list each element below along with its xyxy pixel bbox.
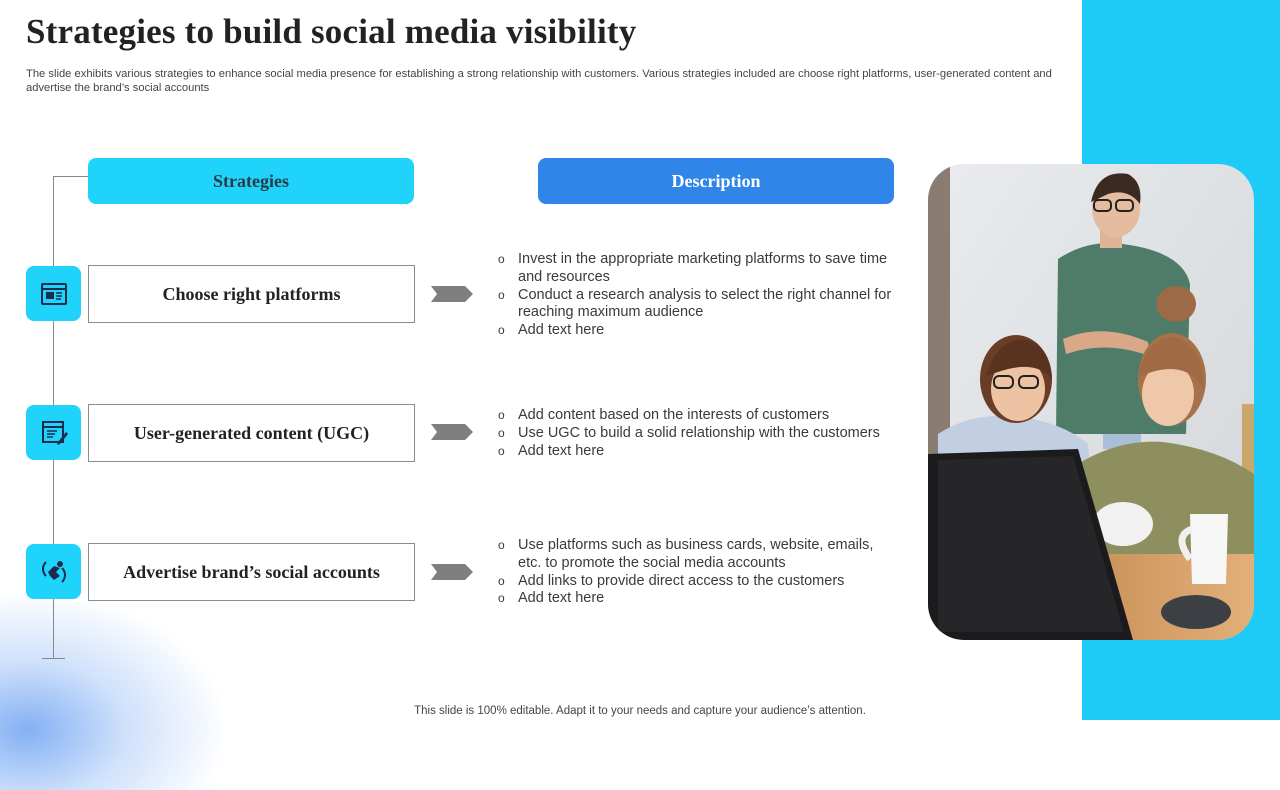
list-item — [498, 590, 893, 608]
strategy-box: Advertise brand’s social accounts — [88, 543, 415, 601]
strategy-box: Choose right platforms — [88, 265, 415, 323]
description-header: Description — [538, 158, 894, 204]
slide-subtitle: The slide exhibits various strategies to enhance social media presence for establishing a strong relationship with customers. Various strategies included are choose right platforms, user-generated content and advertise the brand’s social accounts — [26, 68, 1052, 94]
bullet-glyph: o — [498, 443, 505, 458]
web-browser-icon — [26, 266, 81, 321]
team-photo — [928, 164, 1254, 640]
list-item-text: Add text here — [518, 590, 605, 607]
bullet-glyph: o — [498, 591, 505, 606]
list-item — [498, 251, 893, 287]
description-list — [498, 407, 893, 460]
content-edit-icon — [26, 405, 81, 460]
bullet-glyph: o — [498, 252, 505, 266]
list-item-text: Use UGC to build a solid relationship with the customers — [518, 424, 880, 441]
list-item-text: Invest in the appropriate marketing platforms to save time and resources — [518, 251, 888, 285]
bullet-glyph: o — [498, 573, 505, 588]
arrow-icon — [431, 564, 473, 585]
list-item — [498, 443, 893, 461]
arrow-icon — [431, 286, 473, 307]
slide-title: Strategies to build social media visibility — [26, 12, 637, 51]
list-item-text: Add content based on the interests of customers — [518, 407, 830, 423]
bullet-glyph: o — [498, 287, 505, 302]
description-list — [498, 251, 893, 340]
bullet-glyph: o — [498, 323, 505, 338]
bullet-glyph: o — [498, 538, 505, 552]
corner-decoration — [0, 590, 230, 790]
footer-note: This slide is 100% editable. Adapt it to your needs and capture your audience’s attention. — [414, 705, 866, 717]
list-item — [498, 322, 893, 340]
timeline-connector-end — [42, 658, 65, 659]
list-item-text: Add text here — [518, 322, 605, 339]
list-item-text: Conduct a research analysis to select the right channel for reaching maximum audience — [518, 286, 892, 321]
description-list — [498, 537, 893, 608]
timeline-connector-top — [53, 176, 88, 177]
strategies-header: Strategies — [88, 158, 414, 204]
list-item — [498, 287, 893, 323]
list-item — [498, 573, 893, 591]
list-item — [498, 537, 893, 573]
list-item-text: Use platforms such as business cards, website, emails, etc. to promote the social media accounts — [518, 537, 874, 571]
list-item — [498, 407, 893, 425]
handshake-icon — [26, 544, 81, 599]
list-item — [498, 425, 893, 443]
bullet-glyph: o — [498, 408, 505, 422]
list-item-text: Add text here — [518, 442, 605, 459]
arrow-icon — [431, 424, 473, 445]
bullet-glyph: o — [498, 425, 505, 440]
list-item-text: Add links to provide direct access to the customers — [518, 572, 845, 589]
strategy-box: User-generated content (UGC) — [88, 404, 415, 462]
